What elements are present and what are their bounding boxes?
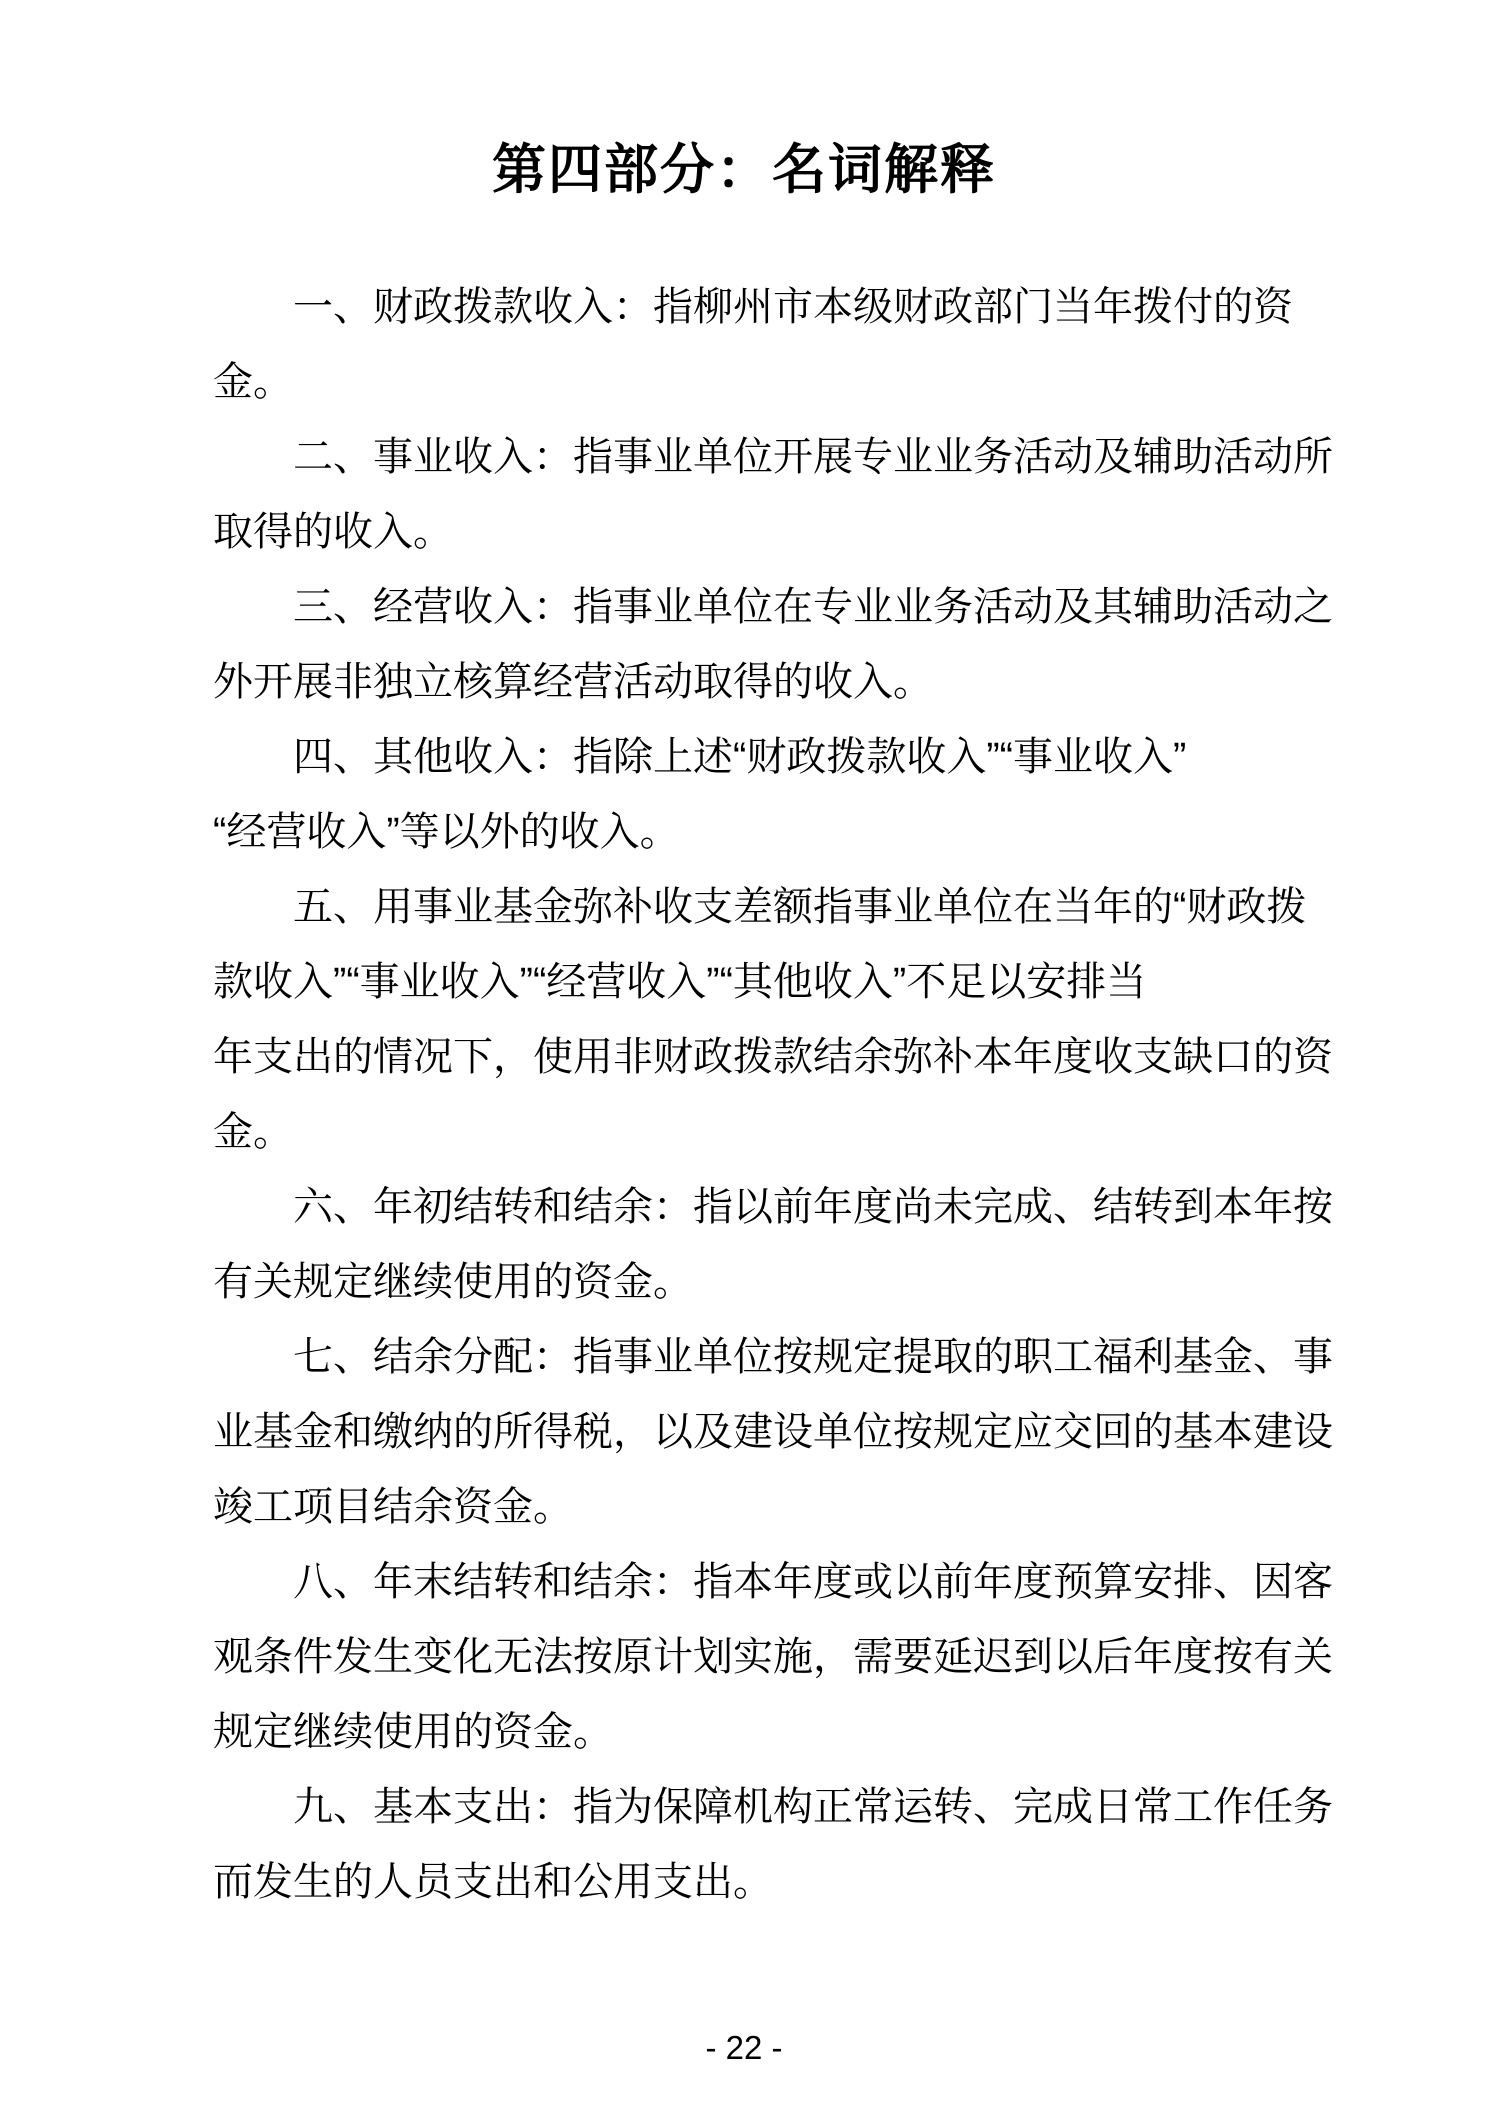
paragraph-5: [213, 870, 1335, 1170]
paragraph-line: 而发生的人员支出和公用支出。: [213, 1860, 773, 1904]
paragraph-line: 取得的收入。: [213, 510, 453, 554]
paragraph-line: 观条件发生变化无法按原计划实施，需要延迟到以后年度按有关: [213, 1635, 1333, 1679]
paragraph-line: 金。: [213, 1110, 293, 1154]
document-body: [213, 270, 1335, 1920]
paragraph-1: [213, 270, 1335, 420]
paragraph-line: “经营收入”等以外的收入。: [213, 810, 680, 854]
paragraph-line: 有关规定继续使用的资金。: [213, 1260, 693, 1304]
paragraph-6: [213, 1170, 1335, 1320]
paragraph-4: [213, 720, 1335, 870]
paragraph-2: [213, 420, 1335, 570]
paragraph-8: [213, 1545, 1335, 1770]
page-number: - 22 -: [705, 2029, 783, 2066]
paragraph-line: 三、经营收入：指事业单位在专业业务活动及其辅助活动之: [293, 585, 1333, 629]
paragraph-line: 竣工项目结余资金。: [213, 1485, 573, 1529]
paragraph-line: 业基金和缴纳的所得税，以及建设单位按规定应交回的基本建设: [213, 1410, 1333, 1454]
paragraph-line: 四、其他收入：指除上述“财政拨款收入”“事业收入”: [293, 735, 1187, 779]
paragraph-line: 八、年末结转和结余：指本年度或以前年度预算安排、因客: [293, 1560, 1333, 1604]
paragraph-line: 六、年初结转和结余：指以前年度尚未完成、结转到本年按: [293, 1185, 1333, 1229]
paragraph-line: 二、事业收入：指事业单位开展专业业务活动及辅助活动所: [293, 435, 1333, 479]
paragraph-line: 外开展非独立核算经营活动取得的收入。: [213, 660, 933, 704]
paragraph-line: 款收入”“事业收入”“经营收入”“其他收入”不足以安排当: [213, 960, 1147, 1004]
paragraph-line: 规定继续使用的资金。: [213, 1710, 613, 1754]
page-title: 第四部分：名词解释: [492, 140, 996, 200]
paragraph-9: [213, 1770, 1335, 1920]
paragraph-line: 五、用事业基金弥补收支差额指事业单位在当年的“财政拨: [293, 885, 1307, 929]
paragraph-7: [213, 1320, 1335, 1545]
paragraph-line: 金。: [213, 360, 293, 404]
paragraph-line: 年支出的情况下，使用非财政拨款结余弥补本年度收支缺口的资: [213, 1035, 1333, 1079]
paragraph-line: 一、财政拨款收入：指柳州市本级财政部门当年拨付的资: [293, 285, 1293, 329]
paragraph-3: [213, 570, 1335, 720]
paragraph-line: 九、基本支出：指为保障机构正常运转、完成日常工作任务: [293, 1785, 1333, 1829]
paragraph-line: 七、结余分配：指事业单位按规定提取的职工福利基金、事: [293, 1335, 1333, 1379]
